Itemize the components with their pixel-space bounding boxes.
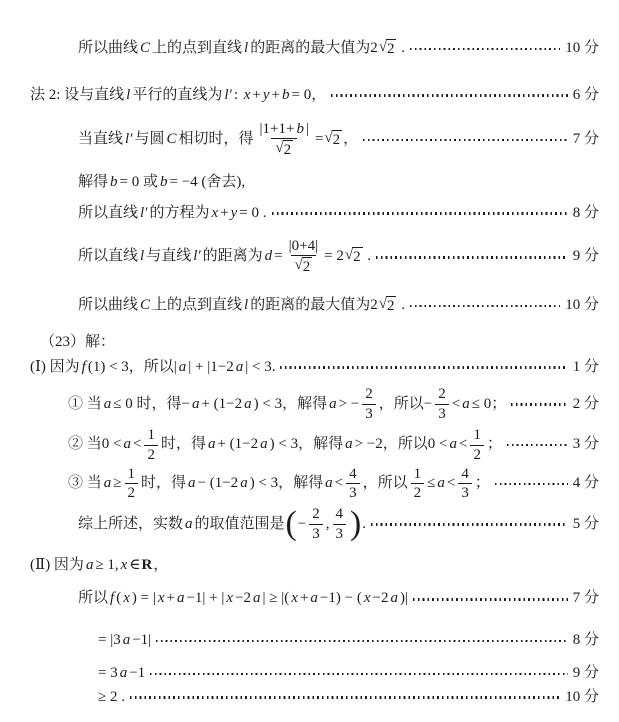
fraction-numerator [309, 506, 323, 524]
line-content [68, 427, 502, 464]
math-var: l [126, 86, 131, 103]
solution-line-method2-setup [0, 85, 599, 107]
math-var: l′ [193, 248, 201, 265]
solution-line-part1-conclusion [0, 506, 599, 543]
math-var: b [159, 174, 168, 191]
math-var: a [178, 358, 187, 375]
math-var: l [244, 297, 249, 314]
math-var: a [244, 395, 252, 412]
text-run: ) < 3，解得 [269, 436, 344, 453]
math-var: b [296, 120, 304, 137]
math-var: a [123, 436, 131, 453]
line-content [78, 121, 358, 161]
text-run: ) < 3，解得 [253, 395, 328, 412]
fraction-numerator [286, 238, 321, 256]
sqrt-radical [345, 247, 363, 267]
math-bold-set: R [141, 556, 153, 573]
text-run: − (1−2 [197, 474, 239, 491]
score-label: 3 分 [572, 436, 599, 453]
text-run: + [271, 86, 281, 103]
line-content [78, 38, 405, 60]
dotted-leader [495, 483, 568, 485]
text-run: 法 2: 设与直线 [30, 86, 125, 103]
math-var: a [85, 556, 94, 573]
text-run: | [305, 120, 309, 137]
sqrt-symbol: √ [344, 247, 354, 264]
solution-line-part2-condition [0, 555, 599, 577]
sqrt-radical [275, 140, 293, 160]
fraction-numerator [257, 121, 312, 139]
solution-line-case2 [0, 427, 599, 464]
fraction [458, 466, 472, 503]
math-var: l′ [140, 204, 148, 221]
fraction-numerator [144, 427, 158, 445]
math-var: a [240, 474, 248, 491]
math-var: a [325, 474, 333, 491]
text-run: 上的点到直线 [152, 40, 243, 56]
sqrt-symbol: √ [294, 257, 303, 274]
solution-line-solve-b [0, 172, 599, 194]
text-run: 的距离的最大值为2 [250, 40, 378, 56]
math-var: a [207, 436, 216, 453]
math-var: f [81, 358, 86, 375]
math-var: a [122, 632, 131, 649]
sqrt-radicand: 2 [332, 132, 341, 149]
fraction [411, 466, 425, 503]
solution-line-problem-23-header [0, 332, 599, 354]
text-run: > − [338, 395, 360, 412]
score-label: 8 分 [572, 632, 599, 649]
math-var: l [140, 248, 145, 265]
score-label: 7 分 [572, 131, 599, 148]
text-run: + (1−2 [201, 395, 243, 412]
text-run: 2 [438, 386, 446, 403]
fraction-numerator [333, 506, 347, 524]
text-run: −1 [129, 664, 146, 681]
line-content [78, 506, 366, 543]
text-run: 的取值范围是 [194, 515, 285, 532]
math-var: x [157, 590, 165, 607]
solution-line-line-equation [0, 203, 599, 225]
score-label: 1 分 [572, 358, 599, 375]
solution-lines [0, 38, 599, 708]
solution-line-case3 [0, 466, 599, 503]
math-var: C [140, 40, 151, 56]
text-run: + [299, 590, 309, 607]
math-var: a [260, 436, 268, 453]
fraction-numerator [470, 427, 484, 445]
math-var: y [262, 86, 270, 103]
text-run: 所以直线 [78, 248, 139, 265]
dotted-leader [150, 673, 568, 675]
text-run: = 0， [291, 86, 327, 103]
math-var: a [437, 474, 445, 491]
text-run: 的距离的最大值为2 [250, 297, 378, 314]
text-run: )| [399, 590, 408, 607]
fraction-numerator [362, 386, 376, 404]
math-var: l′ [125, 131, 133, 148]
text-run: | + |1−2 [188, 358, 234, 375]
line-content [78, 172, 245, 194]
text-run: = |3 [98, 632, 121, 649]
sqrt-symbol: √ [275, 140, 284, 157]
text-run: . [363, 248, 372, 265]
line-content [30, 85, 326, 107]
text-run: ③ 当 [68, 474, 102, 491]
math-var: a [103, 474, 112, 491]
solution-line-part2-inequality [0, 588, 599, 610]
dotted-leader [507, 444, 568, 446]
text-run: ≥ 1, [95, 556, 119, 573]
text-run: 相切时，得 [178, 131, 254, 148]
text-run: ≤ [427, 474, 436, 491]
text-run: 所以曲线 [78, 297, 139, 314]
text-run: = 0 . [239, 204, 267, 221]
sqrt-radicand: 2 [283, 142, 292, 159]
fraction-denominator [435, 404, 449, 423]
fraction-numerator [458, 466, 472, 484]
sqrt-radical [379, 296, 397, 316]
math-var: C [166, 131, 177, 148]
text-run: < [458, 436, 468, 453]
math-var: l′ [224, 86, 232, 103]
text-run: ，所以 [362, 474, 408, 491]
text-run: 3 [365, 406, 373, 423]
line-content [78, 238, 371, 278]
dotted-leader [130, 696, 560, 698]
text-run: ( [116, 590, 122, 607]
fraction [309, 506, 323, 543]
solution-line-step-final [0, 687, 599, 709]
fraction [346, 466, 360, 503]
text-run: 2 [312, 506, 320, 523]
solution-line-tangent-condition [0, 121, 599, 161]
dotted-leader [413, 598, 568, 600]
text-run: = −4 (舍去), [169, 174, 246, 191]
fraction-denominator [125, 483, 139, 502]
text-run: < [451, 395, 461, 412]
text-run: : [233, 86, 242, 103]
sqrt-radicand: 2 [302, 259, 311, 276]
fraction-denominator [458, 483, 472, 502]
fraction-denominator [362, 404, 376, 423]
line-content [78, 588, 408, 610]
text-run: ) = | [131, 590, 156, 607]
big-paren: ( [285, 505, 297, 543]
text-run: < [334, 474, 344, 491]
solution-line-case1 [0, 386, 599, 423]
dotted-leader [280, 366, 567, 368]
text-run: |1+1+ [259, 120, 295, 137]
text-run: = [314, 131, 324, 148]
fraction [257, 121, 312, 161]
dotted-leader [331, 94, 568, 96]
text-run: + [166, 590, 175, 607]
solution-line-step-linear [0, 663, 599, 685]
math-var: x [363, 590, 371, 607]
math-var: a [185, 515, 193, 532]
sqrt-radicand: 2 [386, 298, 395, 315]
dotted-leader [371, 523, 568, 525]
sqrt-radical [379, 39, 397, 59]
text-run: ≤ 0 时，得− [113, 395, 190, 412]
fraction-denominator [333, 524, 347, 543]
math-var: a [449, 436, 457, 453]
text-run: 的距离为 [202, 248, 263, 265]
text-run: + (1−2 [217, 436, 259, 453]
math-var: a [310, 590, 318, 607]
line-content [78, 203, 267, 225]
text-run: 时，得 [141, 474, 187, 491]
text-run: −1) − ( [319, 590, 362, 607]
text-run: < [446, 474, 456, 491]
line-content [98, 687, 125, 709]
sqrt-radical [295, 257, 313, 277]
score-label: 10 分 [565, 297, 599, 314]
text-run: 2 [473, 446, 481, 463]
text-run: 综上所述，实数 [78, 515, 184, 532]
text-run: （23）解： [40, 333, 116, 350]
text-run: 3 [335, 525, 343, 542]
text-run: ≥ 2 . [98, 688, 125, 705]
sqrt-radical [324, 130, 342, 150]
math-var: b [110, 174, 118, 191]
math-var: C [140, 297, 151, 314]
math-var: y [230, 204, 238, 221]
solution-line-part1-condition [0, 357, 599, 379]
math-var: x [291, 590, 298, 607]
text-run: ) < 3，解得 [249, 474, 324, 491]
text-run: ∈ [129, 556, 141, 573]
score-label: 5 分 [572, 515, 599, 532]
text-run: (Ⅰ) 因为 [30, 358, 80, 375]
text-run: 与圆 [134, 131, 165, 148]
text-run: ； [486, 436, 502, 453]
text-run: 平行的直线为 [132, 86, 223, 103]
math-var: a [191, 395, 200, 412]
math-var: f [110, 590, 115, 607]
solution-line-distance-between-lines [0, 238, 599, 278]
sqrt-symbol: √ [324, 130, 333, 147]
text-run: ≤ 0； [471, 395, 507, 412]
score-label: 2 分 [572, 395, 599, 412]
fraction-numerator [435, 386, 449, 404]
dotted-leader [156, 640, 568, 642]
text-run: 4 [349, 465, 357, 482]
text-run: 的方程为 [149, 204, 210, 221]
dotted-leader [410, 305, 560, 307]
text-run: −2 [372, 590, 389, 607]
text-run: ≥ [113, 474, 122, 491]
dotted-leader [410, 48, 560, 50]
dotted-leader [376, 256, 568, 258]
score-label: 8 分 [572, 204, 599, 221]
text-run: 解得 [78, 174, 109, 191]
text-run: 1 [413, 465, 422, 482]
text-run: 1 [473, 426, 481, 443]
math-var: d [264, 248, 273, 265]
text-run: ， [343, 131, 359, 148]
line-content [68, 386, 506, 423]
math-var: a [345, 436, 353, 453]
dotted-leader [363, 139, 568, 141]
line-content [68, 466, 490, 503]
dotted-leader [272, 212, 568, 214]
math-var: x [123, 590, 130, 607]
text-run: −1| [132, 632, 152, 649]
text-run: ， [153, 556, 169, 573]
text-run: | ≥ |( [262, 590, 290, 607]
score-label: 7 分 [572, 590, 599, 607]
fraction-numerator [346, 466, 360, 484]
text-run: (1) < 3，所以| [87, 358, 177, 375]
fraction-denominator [346, 483, 360, 502]
sqrt-radicand: 2 [353, 249, 361, 266]
fraction [362, 386, 376, 423]
text-run: 4 [335, 506, 343, 523]
fraction-denominator [291, 255, 317, 277]
math-var: x [211, 204, 219, 221]
fraction-denominator [309, 524, 323, 543]
sqrt-symbol: √ [378, 39, 387, 55]
text-run: + [252, 86, 261, 103]
text-run: −1| + | [186, 590, 225, 607]
score-label: 10 分 [565, 688, 599, 705]
text-run: 所以 [78, 590, 109, 607]
math-var: x [243, 86, 251, 103]
text-run: = 3 [98, 664, 118, 681]
text-run: ； [474, 474, 490, 491]
fraction [125, 466, 139, 503]
math-var: a [103, 395, 112, 412]
text-run: |0+4| [288, 237, 319, 254]
math-var: a [329, 395, 337, 412]
text-run: + [220, 204, 229, 221]
text-run: 时，得 [160, 436, 206, 453]
line-content [30, 357, 275, 379]
text-run: = [274, 248, 283, 265]
big-paren: ) [350, 505, 362, 543]
text-run: 与直线 [146, 248, 192, 265]
sqrt-radicand: 2 [386, 41, 395, 57]
math-var: a [188, 474, 196, 491]
fraction-denominator [470, 445, 484, 464]
text-run: > −2，所以0 < [354, 436, 448, 453]
solution-line-method2-conclusion [0, 295, 599, 317]
math-var: x [226, 590, 234, 607]
solution-line-step-abs [0, 630, 599, 652]
text-run: 3 [438, 406, 446, 423]
score-label: 9 分 [572, 664, 599, 681]
text-run: . [362, 515, 366, 532]
text-run: 3 [349, 485, 357, 502]
text-run: 2 [365, 386, 373, 403]
solution-line-method1-conclusion [0, 38, 599, 60]
fraction [470, 427, 484, 464]
fraction-denominator [411, 483, 425, 502]
line-content [98, 663, 145, 685]
text-run: −2 [235, 590, 252, 607]
line-content [30, 555, 168, 577]
text-run: 3 [312, 525, 320, 542]
text-run: < [132, 436, 142, 453]
text-run: ① 当 [68, 395, 102, 412]
math-var: a [462, 395, 470, 412]
text-run: 上的点到直线 [152, 297, 243, 314]
fraction-denominator [144, 445, 158, 464]
score-label: 6 分 [572, 86, 599, 103]
fraction [144, 427, 158, 464]
fraction [286, 238, 321, 278]
score-label: 4 分 [572, 474, 599, 491]
text-run: ，所以− [378, 395, 433, 412]
text-run: 所以曲线 [78, 40, 139, 56]
score-label: 10 分 [565, 40, 599, 56]
math-var: b [282, 86, 290, 103]
text-run: 3 [461, 485, 469, 502]
score-label: 9 分 [572, 248, 599, 265]
math-var: a [235, 358, 244, 375]
line-content [98, 630, 151, 652]
text-run: | < 3. [245, 358, 276, 375]
math-var: a [176, 590, 185, 607]
text-run: = 0 或 [119, 174, 158, 191]
math-var: l [244, 40, 249, 56]
math-var: a [253, 590, 261, 607]
text-run: = 2 [324, 248, 344, 265]
text-run: . [397, 40, 405, 56]
text-run: (Ⅱ) 因为 [30, 556, 84, 573]
math-var: a [119, 664, 128, 681]
text-run: 1 [147, 426, 155, 443]
text-run: − [297, 515, 307, 532]
fraction-numerator [411, 466, 425, 484]
text-run: 1 [127, 465, 135, 482]
text-run: . [397, 297, 405, 314]
text-run: 2 [147, 446, 155, 463]
sqrt-symbol: √ [378, 296, 387, 313]
text-run: 2 [127, 485, 135, 502]
text-run: ② 当0 < [68, 436, 122, 453]
fraction-numerator [125, 466, 139, 484]
dotted-leader [511, 403, 568, 405]
text-run: 所以直线 [78, 204, 139, 221]
math-var: a [390, 590, 398, 607]
fraction [435, 386, 449, 423]
text-run: , [325, 515, 330, 532]
text-run: 2 [413, 485, 422, 502]
text-run: 当直线 [78, 131, 124, 148]
fraction-denominator [271, 138, 297, 160]
fraction [333, 506, 347, 543]
line-content [40, 332, 115, 354]
text-run: 4 [461, 465, 469, 482]
math-var: x [120, 556, 128, 573]
line-content [78, 295, 405, 317]
